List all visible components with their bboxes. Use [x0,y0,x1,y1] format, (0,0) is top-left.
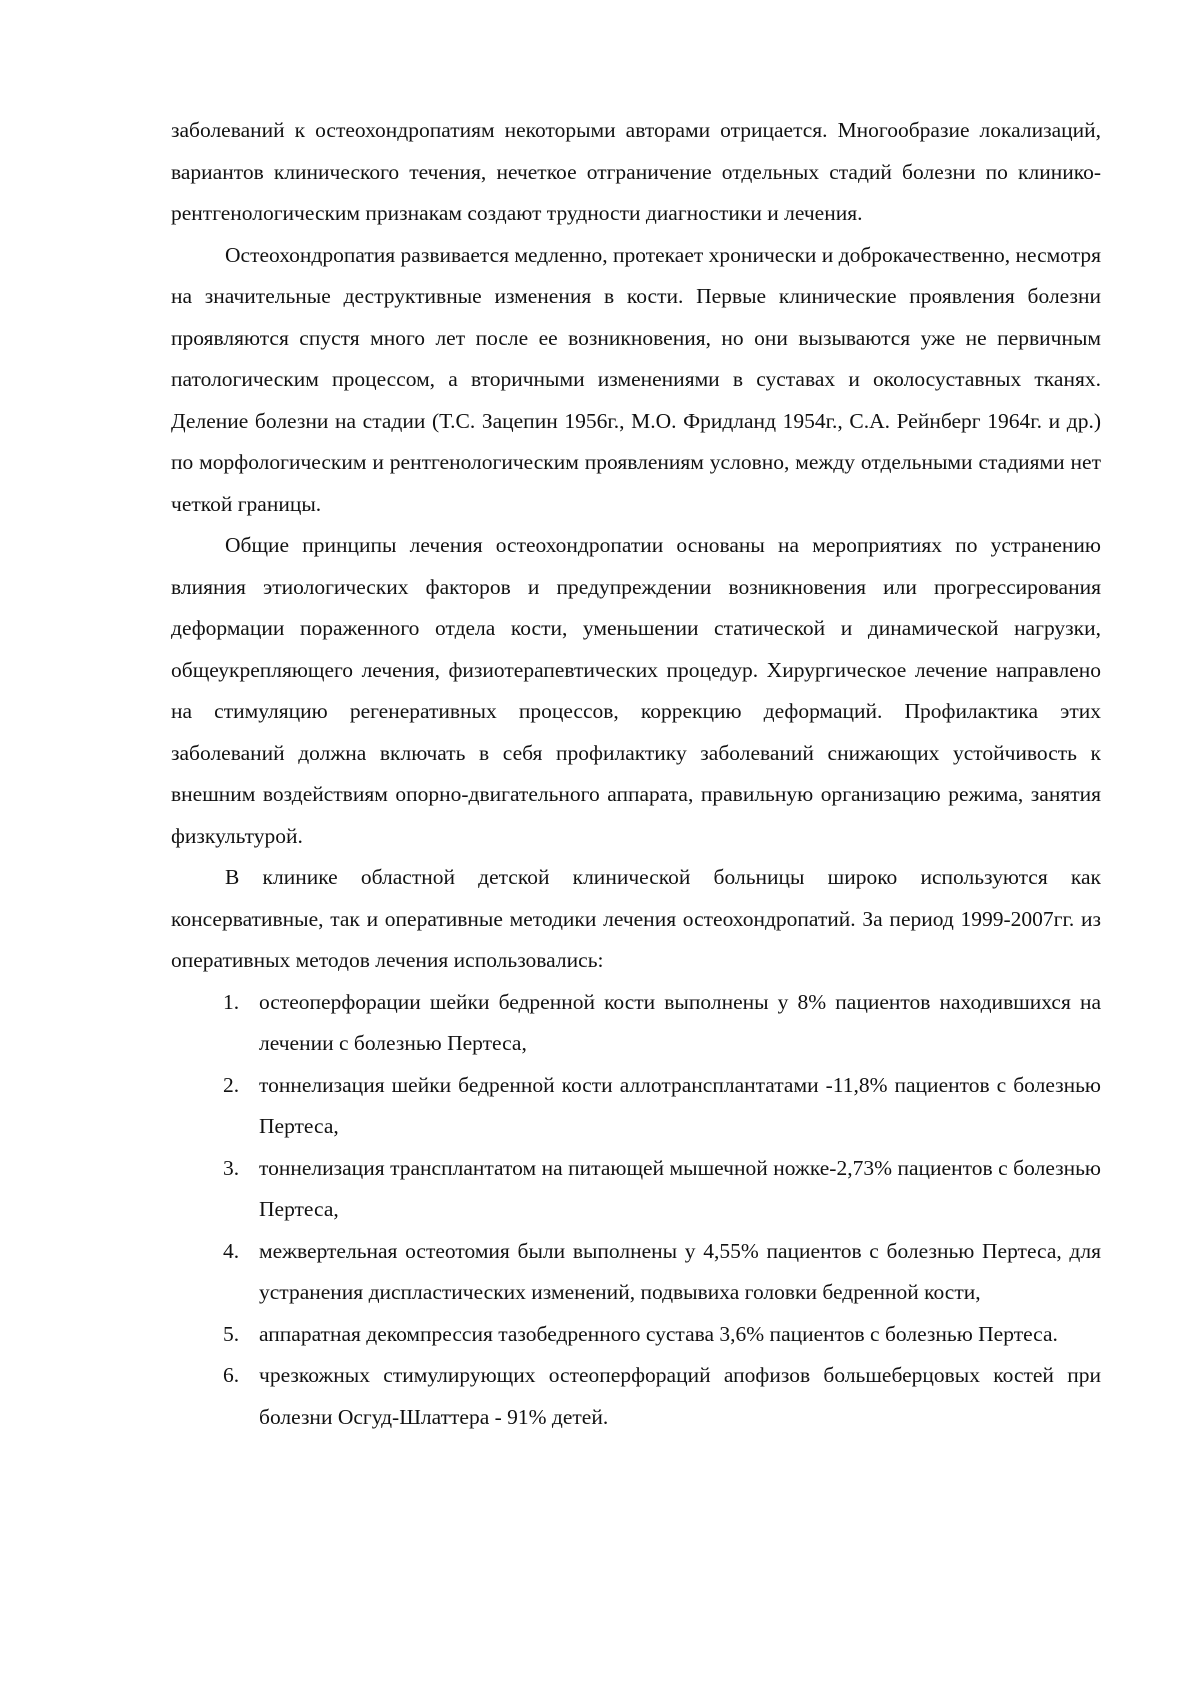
list-item [171,1231,1101,1314]
list-item-text: тоннелизация шейки бедренной кости аллотрансплантатами -11,8% пациентов с болезнью Пертеса, [259,1072,1101,1138]
list-item-number: 1. [223,989,240,1014]
list-item-text: аппаратная декомпрессия тазобедренного сустава 3,6% пациентов с болезнью Пертеса. [259,1321,1058,1346]
list-item-text: тоннелизация трансплантатом на питающей мышечной ножке-2,73% пациентов с болезнью Пертеса, [259,1155,1101,1221]
list-item-number: 5. [223,1321,240,1346]
list-item-number: 4. [223,1238,240,1263]
document-page [171,110,1101,1438]
paragraph-disease-course: Остеохондропатия развивается медленно, протекает хронически и доброкачественно, несмотря на значительные деструктивные изменения в кости. Первые клинические проявления болезни проявляются спустя много лет после ее возникновения, но они вызываются уже не первичным патологическим процессом, а вторичными изменениями в суставах и околосуставных тканях. Деление болезни на стадии (Т.С. Зацепин 1956г., М.О. Фридланд 1954г., С.А. Рейнберг 1964г. и др.) по морфологическим и рентгенологическим проявлениям условно, между отдельными стадиями нет четкой границы. [171,242,1101,516]
list-item [171,982,1101,1065]
list-item [171,1355,1101,1438]
list-item-number: 2. [223,1072,240,1097]
list-item [171,1148,1101,1231]
list-item-text: остеоперфорации шейки бедренной кости выполнены у 8% пациентов находившихся на лечении с болезнью Пертеса, [259,989,1101,1055]
list-item-text: чрезкожных стимулирующих остеоперфораций апофизов большеберцовых костей при болезни Осгуд-Шлаттера - 91% детей. [259,1363,1101,1429]
list-item [171,1065,1101,1148]
list-item-number: 3. [223,1155,240,1180]
paragraph-clinic-methods: В клинике областной детской клинической больницы широко используются как консервативные, так и оперативные методики лечения остеохондропатий. За период 1999-2007гг. из оперативных методов лечения использовались: [171,865,1101,972]
surgical-methods-list [171,982,1101,1439]
paragraph-continuation: заболеваний к остеохондропатиям некоторыми авторами отрицается. Многообразие локализаций, вариантов клинического течения, нечеткое отграничение отдельных стадий болезни по клинико-рентгенологическим признакам создают трудности диагностики и лечения. [171,118,1101,225]
paragraph-treatment-principles: Общие принципы лечения остеохондропатии основаны на мероприятиях по устранению влияния этиологических факторов и предупреждении возникновения или прогрессирования деформации пораженного отдела кости, уменьшении статической и динамической нагрузки, общеукрепляющего лечения, физиотерапевтических процедур. Хирургическое лечение направлено на стимуляцию регенеративных процессов, коррекцию деформаций. Профилактика этих заболеваний должна включать в себя профилактику заболеваний снижающих устойчивость к внешним воздействиям опорно-двигательного аппарата, правильную организацию режима, занятия физкультурой. [171,533,1101,848]
list-item [171,1314,1101,1356]
list-item-number: 6. [223,1363,240,1387]
list-item-text: межвертельная остеотомия были выполнены у 4,55% пациентов с болезнью Пертеса, для устранения диспластических изменений, подвывиха головки бедренной кости, [259,1238,1101,1304]
